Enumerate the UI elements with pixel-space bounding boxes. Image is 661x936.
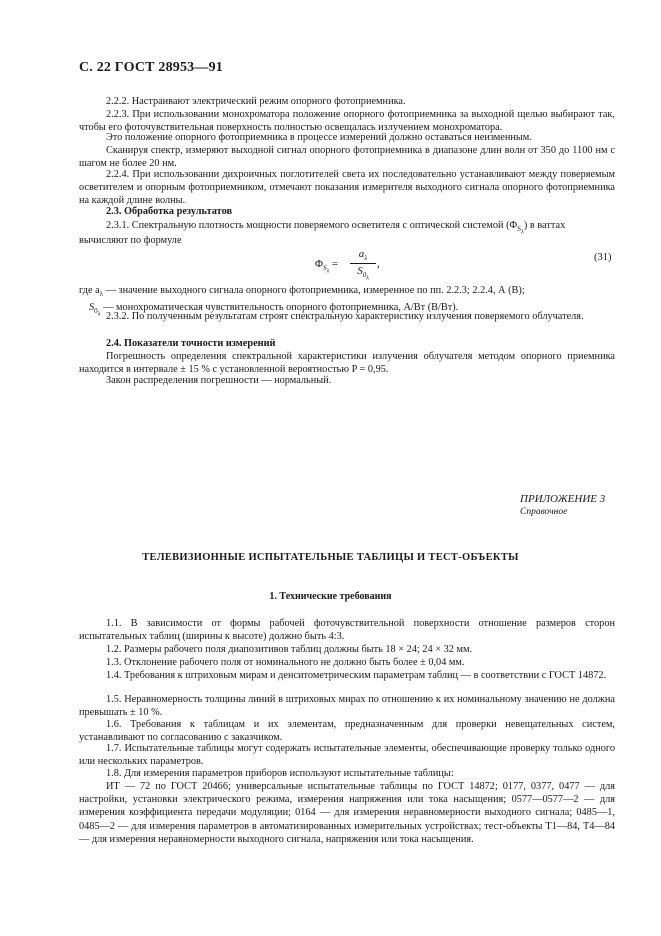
appendix-number: ПРИЛОЖЕНИЕ 3: [520, 493, 606, 505]
section-subtitle: 1. Технические требования: [269, 591, 392, 602]
section-title: ТЕЛЕВИЗИОННЫЕ ИСПЫТАТЕЛЬНЫЕ ТАБЛИЦЫ И ТЕСТ-ОБЪЕКТЫ: [142, 552, 519, 563]
appendix-label: [520, 493, 605, 519]
paragraph-1-7: 1.7. Испытательные таблицы могут содержать испытательные элементы, обеспечивающие проверку только одного или нескольких параметров.: [79, 743, 615, 768]
def-s-sub2: λ: [97, 311, 101, 318]
paragraph-1-3: 1.3. Отклонение рабочего поля от номинального не должно быть более ± 0,04 мм.: [106, 657, 465, 668]
formula-denominator: [350, 264, 376, 282]
paragraph-1-8-list: ИТ — 72 по ГОСТ 20466; универсальные испытательные таблицы по ГОСТ 14872; 0177, 0377, 0477 — для настройки, установки электрического режима, измерения напряжения или тока насыщения; 0577—0577—2 — для измерения коэффициента передачи модуляции; 0164 — для измерения неравномерности выходного сигнала; 0485—1, 0485—2 — для измерения параметров в автоматизированных измерительных устройствах; тест-объекты Т1—84, Т4—84 — для измерения неравномерности выходного сигнала, напряжения или тока насыщения.: [79, 781, 615, 845]
paragraph-1-4: 1.4. Требования к штриховым мирам и денситометрическим параметрам таблиц — в соответствии с ГОСТ 14872.: [106, 670, 607, 681]
definition-a: [79, 284, 619, 301]
formula-lhs-sub2: λ: [326, 268, 330, 275]
paragraph-1-2: 1.2. Размеры рабочего поля диапозитивов таблиц должны быть 18 × 24; 24 × 32 мм.: [106, 644, 473, 655]
appendix-type: Справочное: [520, 507, 568, 517]
paragraph-2-3-1-text: 2.3.1. Спектральную плотность мощности поверяемого осветителя с оптической системой (Φ: [106, 220, 518, 231]
formula-numerator: [350, 248, 376, 264]
heading-2-4: 2.4. Показатели точности измерений: [106, 338, 276, 349]
paragraph-2-3-2: 2.3.2. По полученным результатам строят спектральную характеристику излучения поверяемого облучателя.: [106, 311, 584, 322]
paragraph-1-8: 1.8. Для измерения параметров приборов используют испытательные таблицы:: [106, 768, 454, 779]
def-s-text: — монохроматическая чувствительность опорного фотоприемника, А/Вт (В/Вт).: [100, 302, 459, 314]
paragraph-1-6: 1.6. Требования к таблицам и их элементам, предназначенным для проверки невещательных систем, устанавливают по согласованию с заказчиком.: [79, 719, 615, 744]
phi-sub2: λ: [520, 229, 524, 236]
equation-number: (31): [594, 252, 612, 263]
paragraph-2-2-4: 2.2.4. При использовании дихроичных поглотителей света их последовательно устанавливают между поверяемым осветителем и опорным фотоприемником, отмечают показания измерителя выходного сигнала опорного фотоприемника на каждой длине волны.: [79, 169, 615, 207]
paragraph-2-2-3: 2.2.3. При использовании монохроматора положение опорного фотоприемника за выходной щелью выбирают так, чтобы его фоточувствительная поверхность полностью освещалась излучением монохроматора.: [79, 109, 615, 134]
paragraph-2-4: Погрешность определения спектральной характеристики излучения облучателя методом опорного приемника находится в интервале ± 15 % с установленной вероятностью P = 0,95.: [79, 351, 615, 376]
def-a-text: — значение выходного сигнала опорного фотоприемника, измеренное по пп. 2.2.3; 2.2.4, А (В);: [103, 285, 525, 296]
def-s-label: S: [89, 302, 95, 314]
formula-den-sub: 0: [362, 271, 367, 280]
phi-sub: S: [517, 225, 521, 234]
formula-lhs-sub: S: [323, 264, 327, 273]
formula-num-sub: λ: [364, 254, 368, 263]
paragraph-1-5: 1.5. Неравномерность толщины линий в штриховых мирах по отношению к их номинальному значению не должна превышать ± 10 %.: [79, 694, 615, 719]
formula-comma: ,: [377, 258, 380, 270]
paragraph-distribution: Закон распределения погрешности — нормальный.: [106, 375, 332, 386]
paragraph-scan: Сканируя спектр, измеряют выходной сигнал опорного фотоприемника в диапазоне длин волн от 350 до 1100 нм с шагом не более 20 нм.: [79, 145, 615, 170]
def-a-label: где a: [79, 285, 100, 296]
heading-2-3: 2.3. Обработка результатов: [106, 206, 233, 217]
formula-num-a: a: [358, 248, 365, 260]
page-header: С. 22 ГОСТ 28953—91: [79, 60, 223, 75]
def-a-sub: λ: [99, 290, 104, 299]
formula-den-s: S: [357, 265, 363, 278]
paragraph-2-3-1-tail: ) в ваттах: [523, 220, 566, 231]
paragraph-2-3-1-line2: вычисляют по формуле: [79, 235, 182, 246]
formula-den-sub2: λ: [366, 275, 369, 282]
formula-fraction: [350, 248, 376, 282]
paragraph-2-2-2: 2.2.2. Настраивают электрический режим опорного фотоприемника.: [106, 96, 406, 107]
paragraph-1-1: 1.1. В зависимости от формы рабочей фоточувствительной поверхности отношение размеров сторон испытательных таблиц (ширины к высоте) должно быть 4:3.: [79, 618, 615, 643]
paragraph-position: Это положение опорного фотоприемника в процессе измерений должно оставаться неизменным.: [106, 132, 532, 143]
formula-eq: =: [329, 258, 339, 270]
formula-lhs: [315, 258, 338, 275]
def-s-sub: 0: [94, 307, 98, 316]
formula-phi: Φ: [315, 258, 324, 270]
